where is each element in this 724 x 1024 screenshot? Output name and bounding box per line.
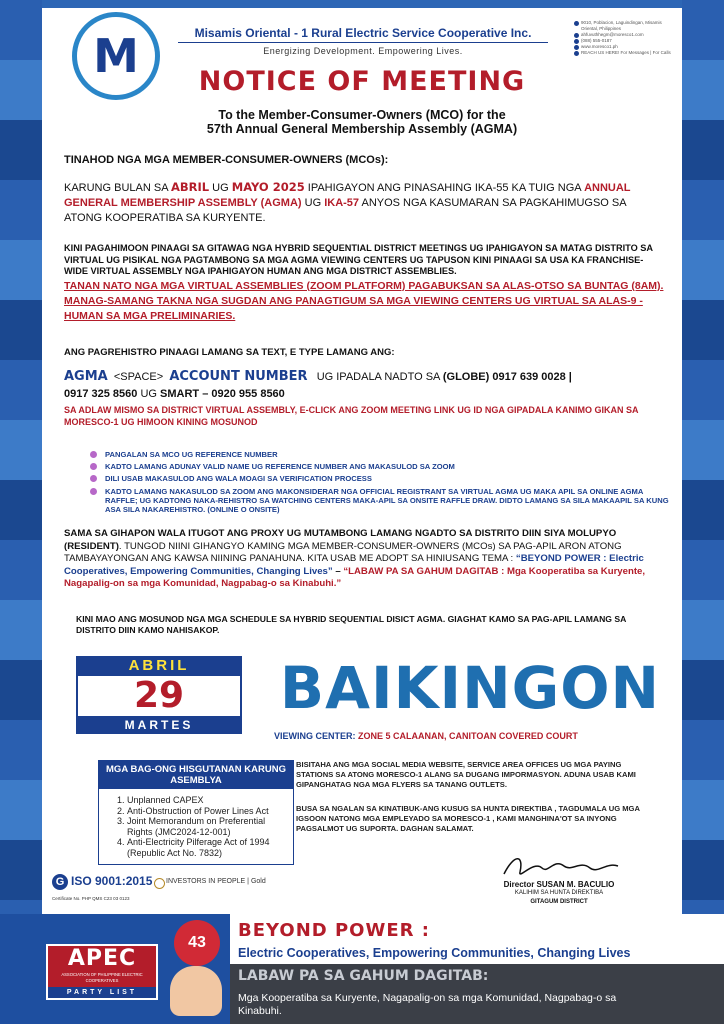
- laurel-icon: [154, 878, 165, 889]
- contact-block: [574, 20, 680, 56]
- schedule-date: [76, 656, 242, 734]
- notice-paper: [42, 8, 682, 914]
- logo-letter: M: [93, 29, 139, 83]
- greeting: TINAHOD NGA MGA MEMBER-CONSUMER-OWNERS (MCOs):: [64, 154, 389, 166]
- top-border: [0, 0, 724, 8]
- coop-tagline: Energizing Development. Empowering Lives.: [263, 46, 463, 56]
- list-item: 1. Unplanned CAPEX: [127, 795, 285, 806]
- left-decorative-border: [0, 0, 42, 1024]
- sms-instruction: AGMA <SPACE> ACCOUNT NUMBER UG IPADALA NADTO SA (GLOBE) 0917 639 0028 | 0917 325 8560 UG SMART – 0920 955 8560: [64, 369, 572, 400]
- list-item: DILI USAB MAKASULOD ANG WALA MOAGI SA VERIFICATION PROCESS: [90, 474, 670, 483]
- list-item: KADTO LAMANG ADUNAY VALID NAME UG REFERENCE NUMBER ANG MAKASULOD SA ZOOM: [90, 462, 670, 471]
- notice-title: NOTICE OF MEETING: [198, 66, 526, 97]
- date-weekday: MARTES: [76, 716, 242, 734]
- signature-scribble: [494, 850, 634, 882]
- theme-cebuano-panel: [230, 964, 724, 1024]
- district-name: BAIKINGON: [279, 654, 661, 722]
- closing-info: BISITAHA ANG MGA SOCIAL MEDIA WEBSITE, SERVICE AREA OFFICES UG MGA PAYING STATIONS SA ATONG MORESCO-1 ALANG SA DUGANG IMPORMASYON. ADUNA USAB KAMI GIPANGHATAG NGA MGA FLYERS SA TANANG OUTLETS.: [296, 760, 636, 789]
- theme-english-sub: Electric Cooperatives, Empowering Communities, Changing Lives: [238, 946, 631, 960]
- list-item: 2. Anti-Obstruction of Power Lines Act: [127, 806, 285, 817]
- contact-email: ahfuvuthhegm@moresco1.com: [574, 32, 680, 38]
- new-topics-title: MGA BAG-ONG HISGUTANAN KARUNG ASEMBLYA: [99, 761, 293, 789]
- theme-cebuano-title: LABAW PA SA GAHUM DAGITAB:: [238, 968, 489, 984]
- contact-reach: REACH US HERE! For Messages | For Calls: [574, 50, 680, 56]
- certifications: [52, 872, 302, 906]
- intro-paragraph: KARUNG BULAN SA ABRIL UG MAYO 2025 IPAHIGAYON ANG PINASAHING IKA-55 KA TUIG NGA ANNUAL GENERAL MEMBERSHIP ASSEMBLY (AGMA) UG IKA-57 ANYOS NGA KASUMARAN SA PAGKAHIMUGSO SA ATONG KOOPERATIBA SA KURYENTE.: [64, 180, 631, 224]
- coop-name: Misamis Oriental - 1 Rural Electric Service Cooperative Inc.: [194, 26, 532, 40]
- bullet-icon: [90, 475, 97, 482]
- right-decorative-border: [682, 0, 724, 1024]
- list-item: PANGALAN SA MCO UG REFERENCE NUMBER: [90, 450, 670, 459]
- chat-icon: [574, 51, 579, 56]
- iso-badge: G ISO 9001:2015: [52, 874, 152, 890]
- proxy-paragraph: SAMA SA GIHAPON WALA ITUGOT ANG PROXY UG MUTAMBONG LAMANG NGADTO SA DISTRITO DIIN SIYA MOLUPYO (RESIDENT). TUNGOD NIINI GIHANGYO KAMING MGA MEMBER-CONSUMER-OWNERS (MCOs) SA PAG-APIL ARON ATONG TAMBAYAYONGAN ANG KAWSA NIINING PANAHUNA. KITA USAB ME ADOPT SA HINIUSANG TEMA : “BEYOND POWER : Electric Cooperatives, Empowering Communities, Changing Lives” – “LABAW PA SA GAHUM DAGITAB : Mga Kooperatiba sa Kuryente, Nagapalig-on sa mga Komunidad, Nagpabag-o sa Kinabuhi.”: [64, 528, 646, 589]
- list-item: KADTO LAMANG NAKASULOD SA ZOOM ANG MAKONSIDERAR NGA OFFICIAL REGISTRANT SA VIRTUAL AGMA UG MAKA APIL SA ONLINE AGMA RAFFLE; UG KADTONG NAKA-REHISTRO SA WATCHING CENTERS MAKA-APIL SA ONSITE RAFFLE DRAW. DIDTO LAMANG SA SILA MAKAAPIL SA KUNG ASA SILA NAKAREHISTRO. (ONLINE O ONSITE): [90, 487, 670, 515]
- certificate-number: Certificate No. PHP QMS C23 03 0123: [52, 896, 130, 901]
- new-topics-box: [98, 760, 294, 865]
- investors-in-people: INVESTORS IN PEOPLE | Gold: [166, 878, 266, 885]
- hybrid-paragraph: KINI PAGAHIMOON PINAAGI SA GITAWAG NGA HYBRID SEQUENTIAL DISTRICT MEETINGS UG IPAHIGAYON SA MATAG DISTRITO SA VIRTUAL UG PISIKAL NGA PAGTAMBONG SA MGA AGMA VIEWING CENTERS UG TAPUSON KINI PINAAGI SA USA KA FRANCHISE-WIDE VIRTUAL ASSEMBLY NGA IPAHIGAYON HUMAN ANG MGA DISTRICT ASSEMBLIES.: [64, 243, 653, 276]
- zoom-schedule-note: TANAN NATO NGA MGA VIRTUAL ASSEMBLIES (ZOOM PLATFORM) PAGABUKSAN SA ALAS-OTSO SA BUNTAG (8AM). MANAG-SAMANG TAKNA NGA SUGDAN ANG PANAGTIGUM SA MGA VIEWING CENTERS UG VIRTUAL SA ALAS-9 - HUMAN SA MGA PRELIMINARIES.: [64, 280, 664, 322]
- signatory-block: Director SUSAN M. BACULIO KALIHIM SA HUNTA DIREKTIBA GITAGUM DISTRICT: [503, 880, 615, 905]
- bullet-icon: [90, 463, 97, 470]
- contact-address: 9010, Poblacion, Laguindingan, Misamis Oriental, Philippines: [574, 20, 680, 32]
- phone-icon: [574, 39, 579, 44]
- date-month: ABRIL: [76, 656, 242, 676]
- globe-icon: [574, 45, 579, 50]
- viewing-center: VIEWING CENTER: ZONE 5 CALAANAN, CANITOAN COVERED COURT: [274, 731, 578, 741]
- bullet-icon: [90, 488, 97, 495]
- bullet-icon: [90, 451, 97, 458]
- header-divider: [178, 42, 548, 43]
- date-day: 29: [76, 676, 242, 716]
- theme-english-title: BEYOND POWER :: [238, 920, 430, 941]
- requirements-list: [90, 450, 670, 517]
- list-item: 4. Anti-Electricity Pilferage Act of 1994 (Republic Act No. 7832): [127, 837, 285, 858]
- certification-g-icon: G: [52, 874, 68, 890]
- closing-thanks: BUSA SA NGALAN SA KINATIBUK-ANG KUSUG SA HUNTA DIREKTIBA , TAGDUMALA UG MGA IGSOON NATONG MGA EMPLEYADO SA MORESCO-1 , KAMI MANGHINA'OT SA INYONG PAGSALMOT UG SUPORTA. DAGHAN SALAMAT.: [296, 804, 640, 833]
- apec-logo: APEC ASSOCIATION OF PHILIPPINE ELECTRIC COOPERATIVES PARTY LIST: [46, 944, 158, 1000]
- new-topics-list: [99, 789, 293, 864]
- heart-number-icon: 43: [174, 920, 220, 966]
- location-icon: [574, 21, 579, 26]
- contact-phone: (088) 555-0187: [574, 38, 680, 44]
- notice-subtitle: To the Member-Consumer-Owners (MCO) for the 57th Annual General Membership Assembly (AGMA): [206, 108, 518, 136]
- hand-gesture-icon: [170, 966, 222, 1016]
- registration-intro: ANG PAGREHISTRO PINAAGI LAMANG SA TEXT, E TYPE LAMANG ANG:: [64, 347, 395, 358]
- theme-cebuano-sub: Mga Kooperatiba sa Kuryente, Nagapalig-on sa mga Komunidad, Nagpabag-o sa Kinabuhi.: [238, 992, 617, 1017]
- email-icon: [574, 33, 579, 38]
- theme-english-panel: [230, 914, 724, 964]
- schedule-intro: KINI MAO ANG MOSUNOD NGA MGA SCHEDULE SA HYBRID SEQUENTIAL DISICT AGMA. GIAGHAT KAMO SA PAG-APIL LAMANG SA DISTRITO DIIN KAMO NAHISAKOP.: [76, 614, 627, 635]
- zoom-note: SA ADLAW MISMO SA DISTRICT VIRTUAL ASSEMBLY, E-CLICK ANG ZOOM MEETING LINK UG ID NGA GIPADALA KANIMO GIKAN SA MORESCO-1 UG HIMOON KINING MOSUNOD: [64, 405, 639, 427]
- contact-website: www.moresco1.ph: [574, 44, 680, 50]
- list-item: 3. Joint Memorandum on Preferential Rights (JMC2024-12-001): [127, 816, 285, 837]
